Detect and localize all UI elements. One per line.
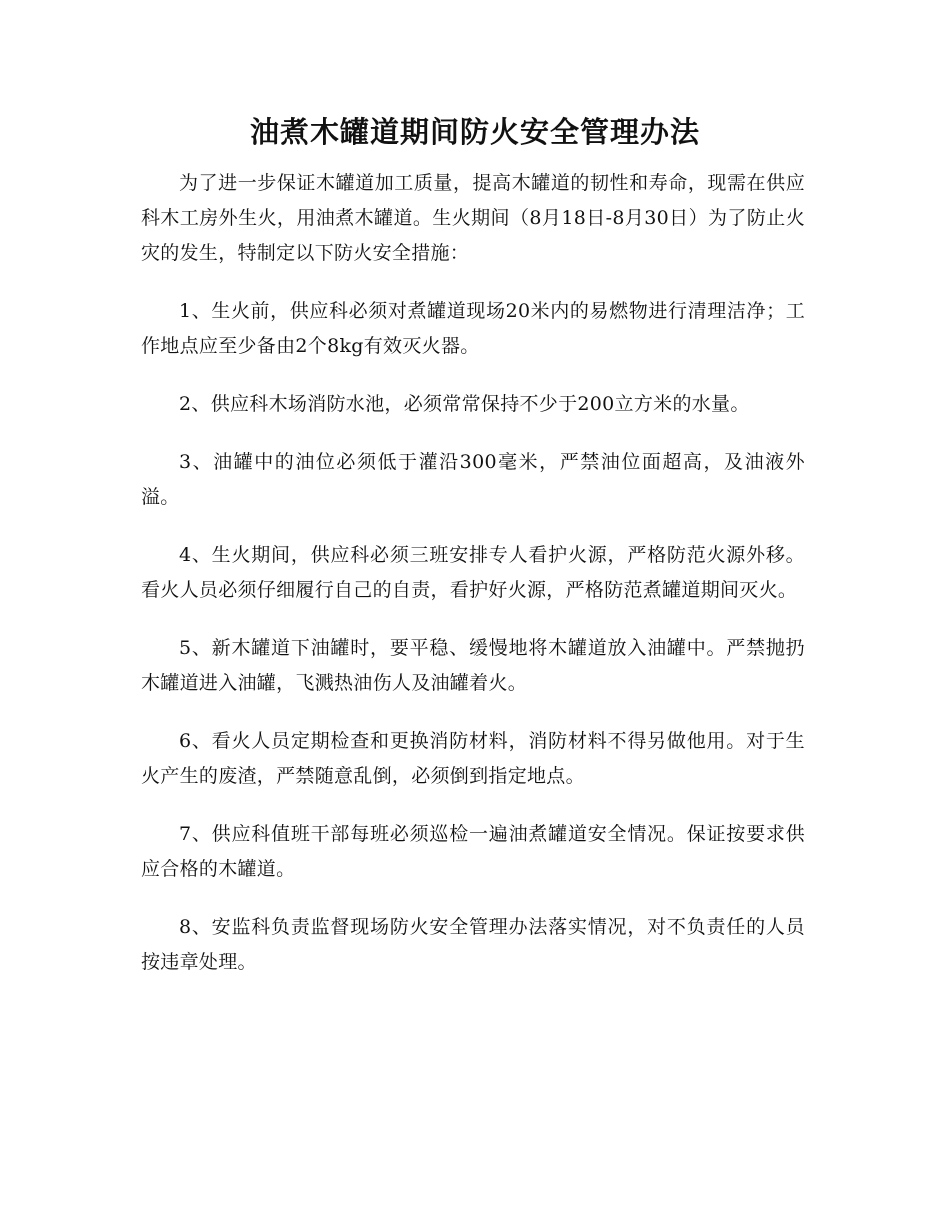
measure-item-2: 2、供应科木场消防水池，必须常常保持不少于200立方米的水量。: [179, 393, 750, 415]
document-body: [141, 166, 805, 1003]
measure-item-5: 5、新木罐道下油罐时，要平稳、缓慢地将木罐道放入油罐中。严禁抛扔木罐道进入油罐，飞溅热油伤人及油罐着火。: [141, 637, 805, 694]
measure-item-7: 7、供应科值班干部每班必须巡检一遍油煮罐道安全情况。保证按要求供应合格的木罐道。: [141, 823, 805, 880]
intro-paragraph: 为了进一步保证木罐道加工质量，提高木罐道的韧性和寿命，现需在供应科木工房外生火，用油煮木罐道。生火期间（8月18日-8月30日）为了防止火灾的发生，特制定以下防火安全措施：: [141, 172, 805, 264]
measure-item-6: 6、看火人员定期检查和更换消防材料，消防材料不得另做他用。对于生火产生的废渣，严禁随意乱倒，必须倒到指定地点。: [141, 730, 805, 787]
measure-item-1: 1、生火前，供应科必须对煮罐道现场20米内的易燃物进行清理洁净；工作地点应至少备由2个8kg有效灭火器。: [141, 300, 805, 357]
measure-item-3: 3、油罐中的油位必须低于灌沿300毫米，严禁油位面超高，及油液外溢。: [141, 451, 805, 508]
document-title: 油煮木罐道期间防火安全管理办法: [249, 115, 700, 149]
measure-item-4: 4、生火期间，供应科必须三班安排专人看护火源，严格防范火源外移。看火人员必须仔细履行自己的自责，看护好火源，严格防范煮罐道期间灭火。: [141, 544, 805, 601]
measure-item-8: 8、安监科负责监督现场防火安全管理办法落实情况，对不负责任的人员按违章处理。: [141, 916, 805, 973]
